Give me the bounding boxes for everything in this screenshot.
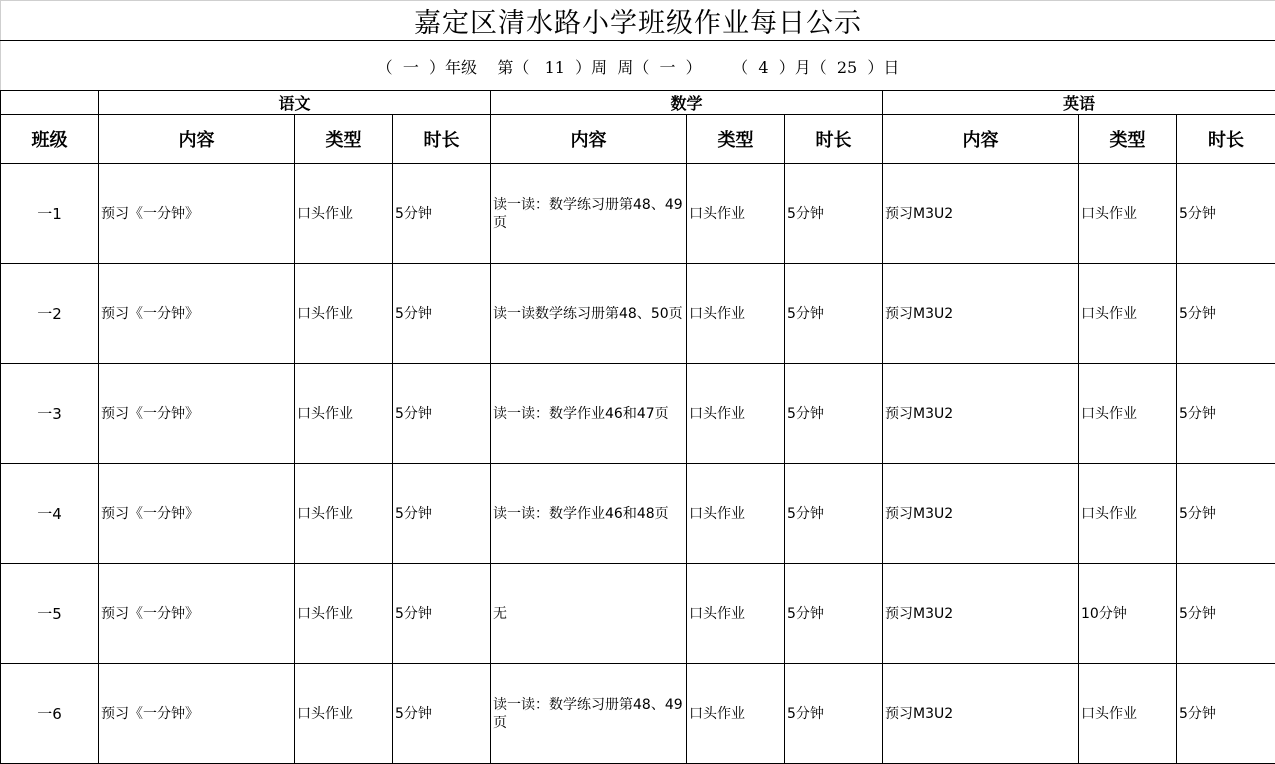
chinese-type-cell[interactable]: [295, 564, 393, 664]
chinese-content-cell[interactable]: [99, 464, 295, 564]
math-content-cell[interactable]: [491, 664, 687, 764]
english-duration-text: 5分钟: [1179, 605, 1275, 623]
table-row: [1, 664, 1275, 764]
english-duration-text: 5分钟: [1179, 705, 1275, 723]
english-type-cell[interactable]: [1079, 664, 1177, 764]
math-type-text: 口头作业: [689, 405, 784, 423]
math-type-text: 口头作业: [689, 305, 784, 323]
chinese-type-text: 口头作业: [297, 605, 392, 623]
class-cell[interactable]: 一2: [1, 264, 99, 364]
grade-week-date: （ 一 ）年级 第（ 11 ）周 周（ 一 ） （ 4 ）月（ 25 ）日: [377, 53, 900, 78]
chinese-duration-cell[interactable]: [393, 564, 491, 664]
english-duration-text: 5分钟: [1179, 405, 1275, 423]
math-content-cell[interactable]: [491, 564, 687, 664]
date-row: [1, 41, 1275, 91]
chinese-duration-text: 5分钟: [395, 605, 490, 623]
subject-chinese[interactable]: 语文: [99, 91, 491, 115]
title-row: [1, 1, 1275, 41]
chinese-type-text: 口头作业: [297, 305, 392, 323]
math-duration-cell[interactable]: [785, 664, 883, 764]
math-duration-cell[interactable]: [785, 264, 883, 364]
english-duration-cell[interactable]: [1177, 464, 1275, 564]
english-content-text: 预习M3U2: [885, 605, 1078, 623]
chinese-content-text: 预习《一分钟》: [101, 305, 294, 323]
math-content-cell[interactable]: [491, 164, 687, 264]
chinese-duration-cell[interactable]: [393, 164, 491, 264]
table-row: [1, 264, 1275, 364]
math-type-cell[interactable]: [687, 664, 785, 764]
math-content-text: 读一读：数学练习册第48、49页: [493, 696, 686, 732]
math-duration-cell[interactable]: [785, 364, 883, 464]
header-english-duration[interactable]: 时长: [1177, 115, 1275, 164]
chinese-duration-text: 5分钟: [395, 205, 490, 223]
math-type-text: 口头作业: [689, 205, 784, 223]
english-duration-text: 5分钟: [1179, 205, 1275, 223]
chinese-type-cell[interactable]: [295, 664, 393, 764]
math-duration-text: 5分钟: [787, 305, 882, 323]
english-content-cell[interactable]: [883, 664, 1079, 764]
english-type-text: 口头作业: [1081, 205, 1176, 223]
math-duration-cell[interactable]: [785, 464, 883, 564]
chinese-content-cell[interactable]: [99, 364, 295, 464]
chinese-duration-cell[interactable]: [393, 664, 491, 764]
english-type-cell[interactable]: [1079, 464, 1177, 564]
math-content-text: 读一读：数学练习册第48、49页: [493, 196, 686, 232]
english-duration-text: 5分钟: [1179, 505, 1275, 523]
english-type-cell[interactable]: [1079, 164, 1177, 264]
chinese-duration-cell[interactable]: [393, 264, 491, 364]
table-row: [1, 564, 1275, 664]
english-content-text: 预习M3U2: [885, 505, 1078, 523]
subject-row: [1, 91, 1275, 115]
english-type-text: 口头作业: [1081, 305, 1176, 323]
table-row: [1, 364, 1275, 464]
class-cell[interactable]: 一5: [1, 564, 99, 664]
chinese-type-cell[interactable]: [295, 164, 393, 264]
header-english-type[interactable]: 类型: [1079, 115, 1177, 164]
chinese-type-text: 口头作业: [297, 405, 392, 423]
chinese-duration-text: 5分钟: [395, 405, 490, 423]
chinese-duration-cell[interactable]: [393, 364, 491, 464]
chinese-content-text: 预习《一分钟》: [101, 205, 294, 223]
english-content-cell[interactable]: [883, 364, 1079, 464]
chinese-content-cell[interactable]: [99, 164, 295, 264]
english-content-cell[interactable]: [883, 464, 1079, 564]
header-chinese-content[interactable]: 内容: [99, 115, 295, 164]
english-content-text: 预习M3U2: [885, 705, 1078, 723]
chinese-content-cell[interactable]: [99, 264, 295, 364]
chinese-type-cell[interactable]: [295, 264, 393, 364]
header-math-content[interactable]: 内容: [491, 115, 687, 164]
math-duration-text: 5分钟: [787, 705, 882, 723]
math-duration-text: 5分钟: [787, 405, 882, 423]
chinese-type-cell[interactable]: [295, 464, 393, 564]
math-duration-text: 5分钟: [787, 505, 882, 523]
english-content-cell[interactable]: [883, 264, 1079, 364]
math-type-text: 口头作业: [689, 705, 784, 723]
math-type-cell[interactable]: [687, 464, 785, 564]
chinese-content-cell[interactable]: [99, 664, 295, 764]
math-type-cell[interactable]: [687, 364, 785, 464]
subject-math[interactable]: 数学: [491, 91, 883, 115]
math-type-cell[interactable]: [687, 164, 785, 264]
math-duration-cell[interactable]: [785, 164, 883, 264]
sheet-title[interactable]: 嘉定区清水路小学班级作业每日公示: [1, 1, 1275, 41]
chinese-content-text: 预习《一分钟》: [101, 405, 294, 423]
chinese-type-cell[interactable]: [295, 364, 393, 464]
chinese-content-text: 预习《一分钟》: [101, 705, 294, 723]
math-content-cell[interactable]: [491, 464, 687, 564]
math-type-cell[interactable]: [687, 564, 785, 664]
header-chinese-duration[interactable]: 时长: [393, 115, 491, 164]
header-english-content[interactable]: 内容: [883, 115, 1079, 164]
english-content-text: 预习M3U2: [885, 405, 1078, 423]
chinese-duration-cell[interactable]: [393, 464, 491, 564]
column-header-row: [1, 115, 1275, 164]
english-content-cell[interactable]: [883, 564, 1079, 664]
table-row: [1, 464, 1275, 564]
subject-blank-cell[interactable]: [1, 91, 99, 115]
english-duration-cell[interactable]: [1177, 264, 1275, 364]
class-rows: [1, 164, 1275, 764]
chinese-content-cell[interactable]: [99, 564, 295, 664]
chinese-type-text: 口头作业: [297, 205, 392, 223]
math-content-text: 读一读数学练习册第48、50页: [493, 305, 686, 323]
header-chinese-type[interactable]: 类型: [295, 115, 393, 164]
class-cell[interactable]: 一4: [1, 464, 99, 564]
math-type-text: 口头作业: [689, 505, 784, 523]
math-duration-cell[interactable]: [785, 564, 883, 664]
chinese-content-text: 预习《一分钟》: [101, 605, 294, 623]
math-type-cell[interactable]: [687, 264, 785, 364]
english-duration-cell[interactable]: [1177, 364, 1275, 464]
header-class[interactable]: 班级: [1, 115, 99, 164]
english-type-text: 口头作业: [1081, 505, 1176, 523]
english-type-cell[interactable]: [1079, 264, 1177, 364]
english-type-text: 口头作业: [1081, 405, 1176, 423]
english-duration-cell[interactable]: [1177, 564, 1275, 664]
english-content-cell[interactable]: [883, 164, 1079, 264]
english-type-text: 10分钟: [1081, 605, 1176, 623]
english-duration-cell[interactable]: [1177, 664, 1275, 764]
english-content-text: 预习M3U2: [885, 205, 1078, 223]
chinese-type-text: 口头作业: [297, 705, 392, 723]
english-duration-text: 5分钟: [1179, 305, 1275, 323]
math-content-cell[interactable]: [491, 364, 687, 464]
chinese-content-text: 预习《一分钟》: [101, 505, 294, 523]
english-type-cell[interactable]: [1079, 564, 1177, 664]
english-content-text: 预习M3U2: [885, 305, 1078, 323]
chinese-duration-text: 5分钟: [395, 305, 490, 323]
chinese-type-text: 口头作业: [297, 505, 392, 523]
chinese-duration-text: 5分钟: [395, 505, 490, 523]
english-type-cell[interactable]: [1079, 364, 1177, 464]
math-content-text: 读一读：数学作业46和48页: [493, 505, 686, 523]
math-content-text: 无: [493, 605, 686, 623]
class-cell[interactable]: 一6: [1, 664, 99, 764]
header-math-type[interactable]: 类型: [687, 115, 785, 164]
math-content-cell[interactable]: [491, 264, 687, 364]
english-duration-cell[interactable]: [1177, 164, 1275, 264]
subject-english[interactable]: 英语: [883, 91, 1275, 115]
header-math-duration[interactable]: 时长: [785, 115, 883, 164]
table-row: [1, 164, 1275, 264]
math-content-text: 读一读：数学作业46和47页: [493, 405, 686, 423]
math-duration-text: 5分钟: [787, 205, 882, 223]
math-duration-text: 5分钟: [787, 605, 882, 623]
class-cell[interactable]: 一3: [1, 364, 99, 464]
class-cell[interactable]: 一1: [1, 164, 99, 264]
english-type-text: 口头作业: [1081, 705, 1176, 723]
chinese-duration-text: 5分钟: [395, 705, 490, 723]
grade-week-date-cell[interactable]: [1, 41, 1275, 91]
math-type-text: 口头作业: [689, 605, 784, 623]
